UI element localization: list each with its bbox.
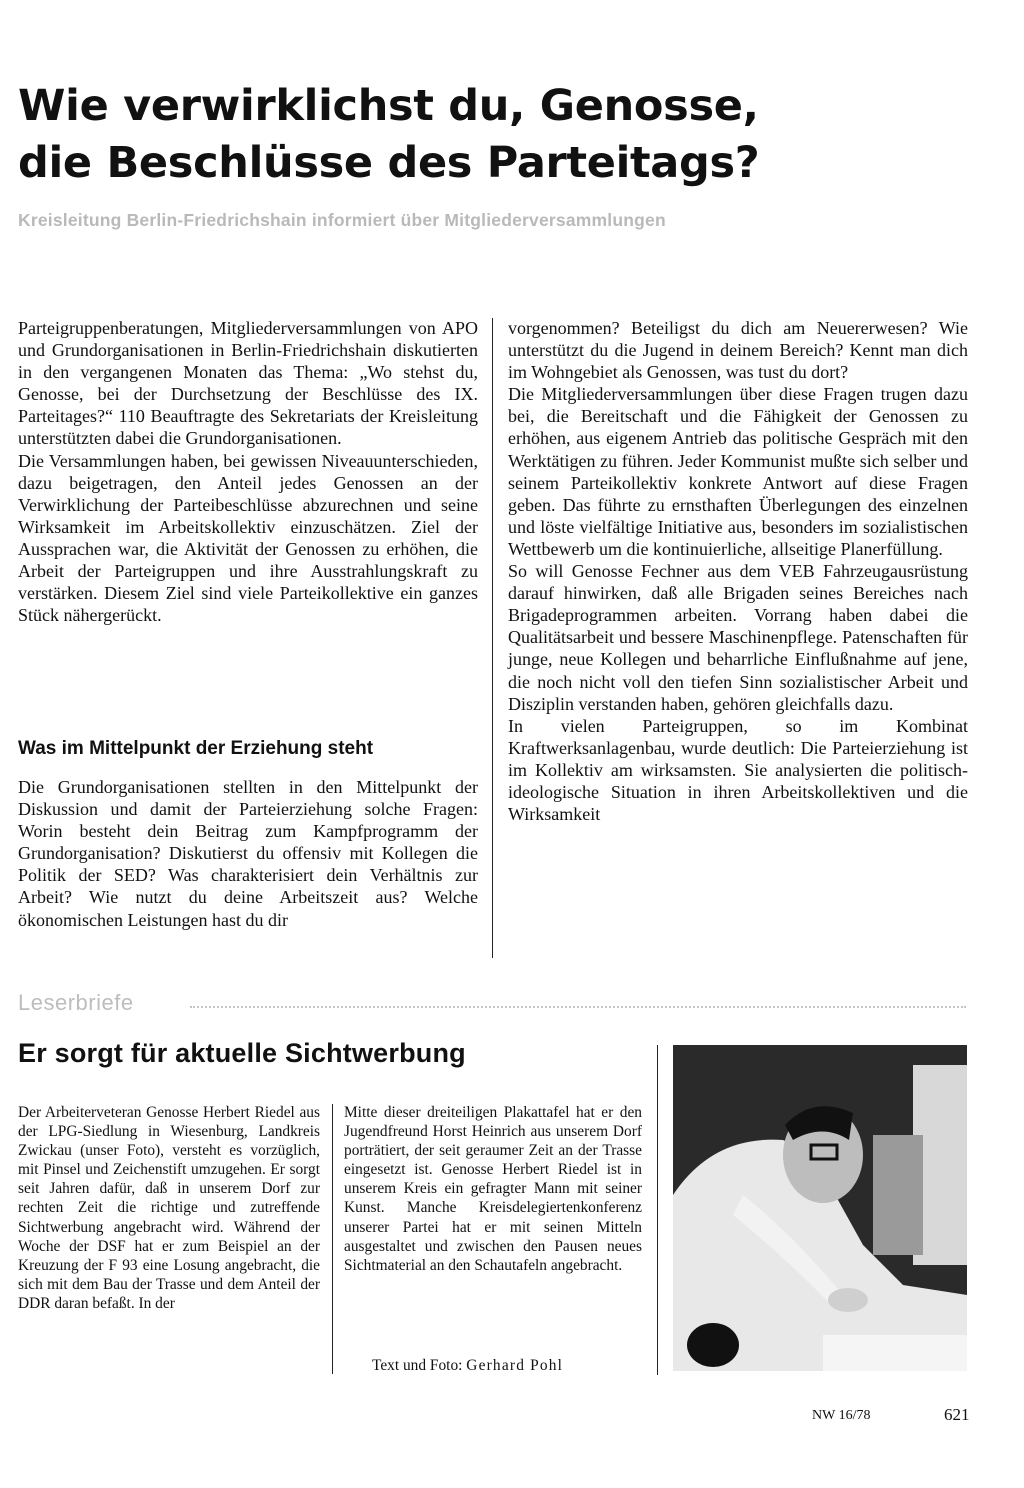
letter-column-1: Der Arbeiterveteran Genosse Herbert Riedel aus der LPG-Siedlung in Wiesenburg, Landkreis Zwickau (unser Foto), versteht es vorzüglich, mit Pinsel und Zeichenstift umzugehen. Er sorgt seit Jahren dafür, daß in unserem Dorf zur rechten Zeit die richtige und zutreffende Sichtwerbung angebracht wird. Während der Woche der DSF hat er zum Beispiel an der Kreuzung der F 93 eine Losung angebracht, die sich mit dem Bau der Trasse und dem Anteil der DDR daran befaßt. In der — [18, 1104, 320, 1312]
subtitle: Kreisleitung Berlin-Friedrichshain informiert über Mitgliederversammlungen — [18, 210, 666, 230]
photo-illustration — [673, 1045, 967, 1371]
section-dotted-rule — [190, 1006, 966, 1008]
article-column-1-continued — [18, 776, 478, 931]
paragraph: vorgenommen? Beteiligst du dich am Neuererwesen? Wie unterstützt du die Jugend in deinem Bereich? Kennt man dich im Wohngebiet als Genossen, was tust du dort? — [508, 318, 968, 383]
article-column-1 — [18, 317, 478, 626]
paragraph: In vielen Parteigruppen, so im Kombinat Kraftwerksanlagenbau, wurde deutlich: Die Parteierziehung ist im Kollektiv am wirksamsten. Sie analysierten die politisch-ideologische Situation in ihren Arbeitskollektiven und die Wirksamkeit — [508, 715, 968, 825]
credit-name: Gerhard Pohl — [466, 1357, 564, 1374]
column-divider — [332, 1104, 333, 1374]
paragraph: Parteigruppenberatungen, Mitgliederversammlungen von APO und Grundorganisationen in Berlin-Friedrichshain diskutierten in den vergangenen Monaten das Thema: „Wo stehst du, Genosse, bei der Durchsetzung der Beschlüsse des IX. Parteitages?“ 110 Beauftragte des Sekretariats der Kreisleitung unterstützten dabei die Grundorganisationen. — [18, 318, 478, 449]
photo-credit: Text und Foto: Gerhard Pohl — [372, 1357, 564, 1374]
section-label-leserbriefe: Leserbriefe — [18, 990, 134, 1015]
page-headline — [18, 78, 1008, 192]
paragraph: Die Versammlungen haben, bei gewissen Niveauunterschieden, dazu beigetragen, den Anteil jedes Genossen an der Verwirklichung der Parteibeschlüsse abzurechnen und seine Wirksamkeit im Arbeitskollektiv einzuschätzen. Ziel der Aussprachen war, die Aktivität der Genossen zu erhöhen, die Arbeit der Parteigruppen und ihre Ausstrahlungskraft zu verstärken. Diesem Ziel sind viele Parteikollektive ein ganzes Stück nähergerückt. — [18, 450, 478, 626]
section-subheading: Was im Mittelpunkt der Erziehung steht — [18, 738, 374, 759]
article-column-2 — [508, 317, 968, 825]
column-divider — [492, 318, 493, 958]
headline-line-1: Wie verwirklichst du, Genosse, — [18, 81, 759, 131]
footer-page-number: 621 — [944, 1405, 970, 1424]
footer-issue-number: NW 16/78 — [812, 1408, 871, 1423]
letter-column-2: Mitte dieser dreiteiligen Plakattafel hat er den Jugendfreund Horst Heinrich aus unserem Dorf porträtiert, der seit geraumer Zeit an der Trasse eingesetzt ist. Genosse Herbert Riedel ist in unserem Kreis ein gefragter Mann mit seiner Kunst. Manche Kreisdelegiertenkonferenz unserer Partei hat er mit seinen Mitteln ausgestaltet und zwischen den Pausen neues Sichtmaterial an den Schautafeln angebracht. — [344, 1104, 642, 1274]
column-divider — [657, 1045, 658, 1375]
paragraph: Die Mitgliederversammlungen über diese Fragen trugen dazu bei, die Bereitschaft und die Fähigkeit der Genossen zu erhöhen, aus eigenem Antrieb das politische Gespräch mit den Werktätigen zu führen. Jeder Kommunist mußte sich selber und seinem Parteikollektiv konkrete Antwort auf diese Fragen geben. Das führte zu ernsthaften Überlegungen des einzelnen und löste vielfältige Initiative aus, besonders im sozialistischen Wettbewerb um die kontinuierliche, allseitige Planerfüllung. — [508, 384, 968, 559]
headline-line-2: die Beschlüsse des Parteitags? — [18, 138, 760, 188]
letter-headline: Er sorgt für aktuelle Sichtwerbung — [18, 1038, 466, 1068]
photo-artist-painting — [673, 1045, 967, 1371]
paragraph: So will Genosse Fechner aus dem VEB Fahrzeugausrüstung darauf hinwirken, daß alle Brigaden seines Bereiches nach Brigadeprogrammen arbeiten. Vorrang haben dabei die Qualitätsarbeit und bessere Maschinenpflege. Patenschaften für junge, neue Kollegen und beharrliche Einflußnahme auf jene, die noch nicht voll den tiefen Sinn sozialistischer Arbeit und Disziplin verstanden haben, gehören gleichfalls dazu. — [508, 561, 968, 714]
paragraph: Die Grundorganisationen stellten in den Mittelpunkt der Diskussion und damit der Parteierziehung solche Fragen: Worin besteht dein Beitrag zum Kampfprogramm der Grundorganisation? Diskutierst du offensiv mit Kollegen die Politik der SED? Was charakterisiert dein Verhältnis zur Arbeit? Wie nutzt du deine Arbeitszeit aus? Welche ökonomischen Leistungen hast du dir — [18, 777, 478, 930]
